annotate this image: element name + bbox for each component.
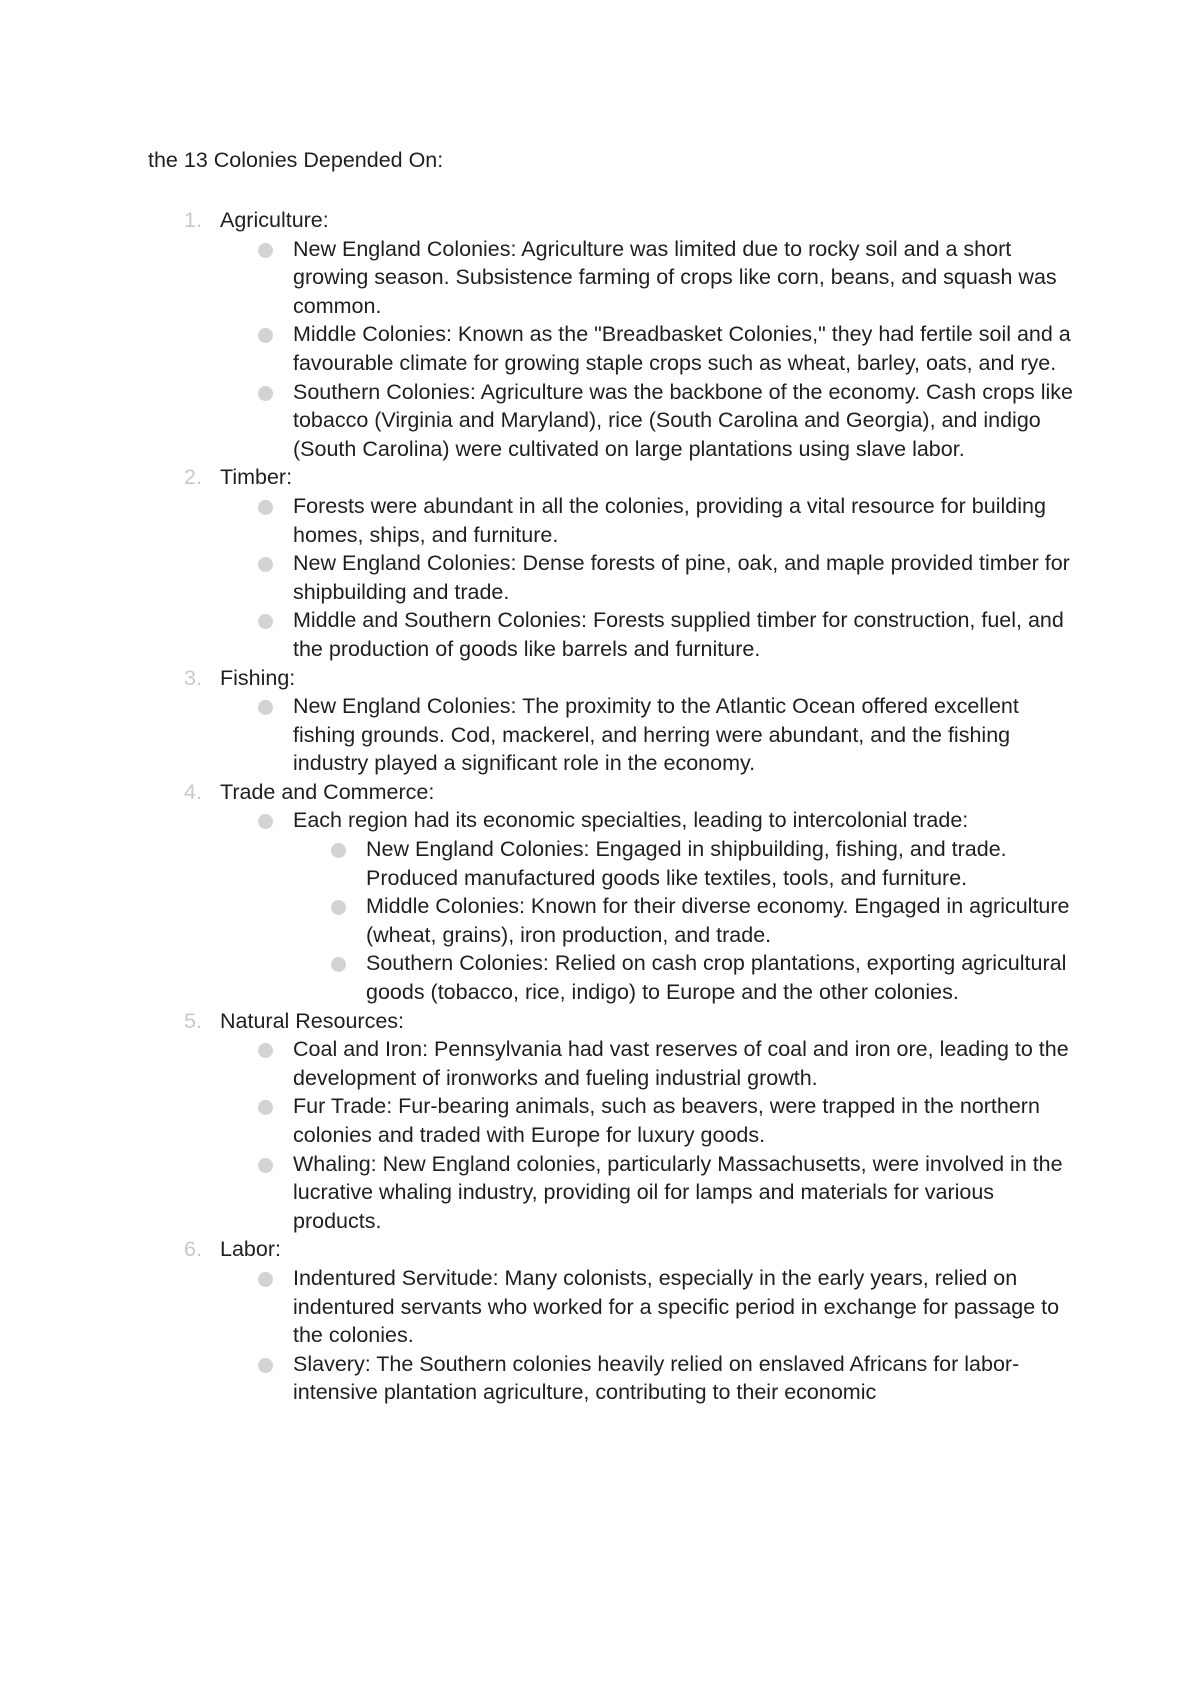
page-heading: the 13 Colonies Depended On: — [148, 148, 444, 172]
bullet-dot-icon — [258, 557, 273, 572]
section-title: Natural Resources: — [220, 1008, 405, 1033]
bullet-dot-icon — [258, 1358, 273, 1373]
bullet-text: New England Colonies: Agriculture was limited due to rocky soil and a short growing season. Subsistence farming of crops like corn, beans, and squash was common. — [293, 236, 1057, 318]
bullet-item — [293, 1350, 1078, 1407]
bullet-text: New England Colonies: Dense forests of pine, oak, and maple provided timber for shipbuilding and trade. — [293, 551, 1070, 604]
sub-bullet-item — [366, 892, 1078, 949]
bullet-dot-icon — [258, 1100, 273, 1115]
list-number: 5. — [184, 1008, 202, 1033]
bullet-text: Coal and Iron: Pennsylvania had vast reserves of coal and iron ore, leading to the development of ironworks and fueling industrial growth. — [293, 1037, 1069, 1090]
bullet-item — [293, 492, 1078, 549]
bullet-dot-icon — [258, 328, 273, 343]
bullet-dot-icon — [331, 843, 346, 858]
bullet-dot-icon — [331, 900, 346, 915]
bullet-text: Southern Colonies: Relied on cash crop plantations, exporting agricultural goods (tobacco, rice, indigo) to Europe and the other colonies. — [366, 951, 1067, 1005]
bullet-dot-icon — [258, 500, 273, 515]
list-item-agriculture — [0, 206, 1200, 463]
list-item-trade-and-commerce — [0, 778, 1200, 1007]
bullet-text: Fur Trade: Fur-bearing animals, such as beavers, were trapped in the northern colonies and traded with Europe for luxury goods. — [293, 1094, 1040, 1147]
bullet-dot-icon — [258, 614, 273, 629]
section-title: Fishing: — [220, 665, 296, 690]
bullet-item — [293, 549, 1078, 606]
bullet-item — [293, 235, 1078, 321]
list-item-labor — [0, 1235, 1200, 1407]
list-number: 6. — [184, 1237, 202, 1262]
bullet-text: New England Colonies: The proximity to the Atlantic Ocean offered excellent fishing grounds. Cod, mackerel, and herring were abundant, and the fishing industry played a significant role in the economy. — [293, 694, 1019, 776]
bullet-item — [293, 1150, 1078, 1236]
bullet-dot-icon — [258, 1043, 273, 1058]
bullet-text: Southern Colonies: Agriculture was the backbone of the economy. Cash crops like tobacco (Virginia and Maryland), rice (South Carolina and Georgia), and indigo (South Carolina) were cultivated on large plantations using slave labor. — [293, 379, 1074, 461]
bullet-item — [293, 1035, 1078, 1092]
list-item-timber — [0, 463, 1200, 663]
bullet-item — [293, 1264, 1078, 1350]
bullet-dot-icon — [258, 1272, 273, 1287]
bullet-text: Slavery: The Southern colonies heavily relied on enslaved Africans for labor-intensive plantation agriculture, contributing to their economic — [293, 1351, 1020, 1405]
bullet-dot-icon — [258, 814, 273, 829]
list-item-fishing — [0, 664, 1200, 778]
section-title: Labor: — [220, 1237, 281, 1262]
bullet-text: Middle and Southern Colonies: Forests supplied timber for construction, fuel, and the production of goods like barrels and furniture. — [293, 608, 1064, 661]
list-number: 2. — [184, 465, 202, 490]
sub-bullet-item — [366, 835, 1078, 892]
bullet-dot-icon — [331, 957, 346, 972]
bullet-text: Middle Colonies: Known as the "Breadbasket Colonies," they had fertile soil and a favourable climate for growing staple crops such as wheat, barley, oats, and rye. — [293, 322, 1071, 375]
bullet-text: Indentured Servitude: Many colonists, especially in the early years, relied on indentured servants who worked for a specific period in exchange for passage to the colonies. — [293, 1265, 1060, 1348]
list-number: 1. — [184, 208, 202, 232]
bullet-dot-icon — [258, 243, 273, 258]
bullet-dot-icon — [258, 700, 273, 715]
bullet-item — [293, 692, 1078, 778]
bullet-item — [293, 806, 1078, 835]
bullet-dot-icon — [258, 1158, 273, 1173]
list-number: 4. — [184, 779, 202, 804]
bullet-text: Middle Colonies: Known for their diverse economy. Engaged in agriculture (wheat, grains), iron production, and trade. — [366, 894, 1070, 947]
bullet-text: Each region had its economic specialties, leading to intercolonial trade: — [293, 808, 969, 833]
bullet-item — [293, 606, 1078, 663]
sub-bullet-item — [366, 949, 1078, 1006]
list-item-natural-resources — [0, 1007, 1200, 1236]
bullet-item — [293, 320, 1078, 377]
bullet-dot-icon — [258, 386, 273, 401]
numbered-list — [0, 206, 1200, 1407]
bullet-item — [293, 1092, 1078, 1149]
section-title: Timber: — [220, 465, 293, 490]
bullet-text: New England Colonies: Engaged in shipbuilding, fishing, and trade. Produced manufactured goods like textiles, tools, and furniture. — [366, 837, 1007, 890]
bullet-text: Whaling: New England colonies, particularly Massachusetts, were involved in the lucrative whaling industry, providing oil for lamps and materials for various products. — [293, 1151, 1063, 1233]
list-number: 3. — [184, 665, 202, 690]
bullet-text: Forests were abundant in all the colonies, providing a vital resource for building homes, ships, and furniture. — [293, 493, 1046, 547]
section-title: Trade and Commerce: — [220, 779, 435, 804]
bullet-item — [293, 378, 1078, 464]
section-title: Agriculture: — [220, 208, 329, 232]
